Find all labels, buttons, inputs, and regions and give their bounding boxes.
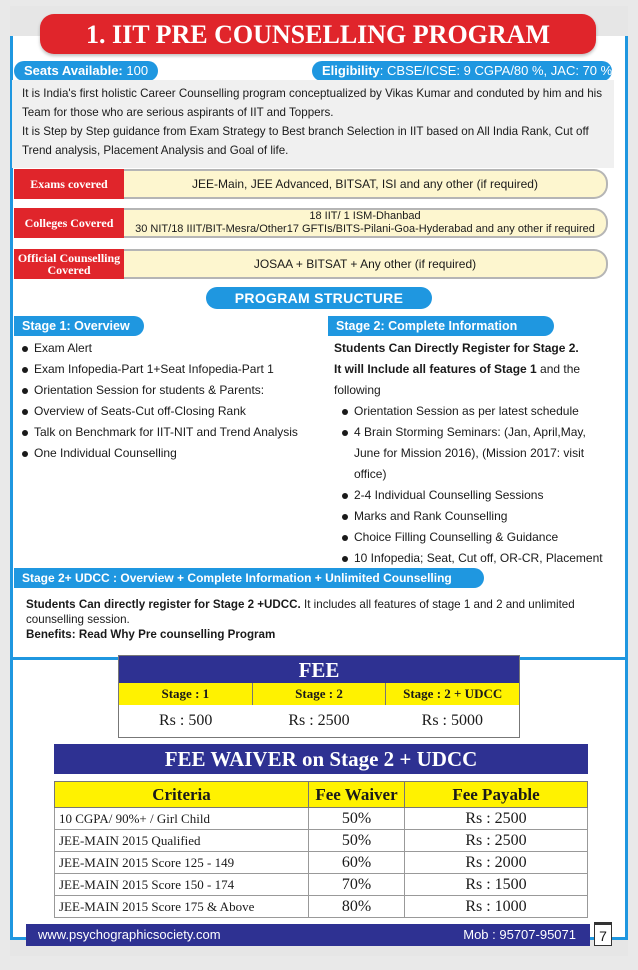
table-row — [55, 896, 588, 918]
table-row — [55, 808, 588, 830]
column-header-fee-waiver: Fee Waiver — [309, 782, 405, 808]
waiver-cell: 50% — [309, 830, 405, 852]
seats-label: Seats Available: — [24, 63, 123, 78]
udcc-register-rest: It includes all features of stage 1 and 2 and unlimited counselling session. — [26, 598, 575, 626]
payable-cell: Rs : 2500 — [405, 830, 588, 852]
fee-title: FEE — [119, 656, 519, 683]
info-row-exams — [14, 169, 606, 199]
table-row — [55, 852, 588, 874]
stage2-include-rest: and the following — [334, 362, 581, 397]
page-number: 7 — [594, 922, 612, 946]
column-header-fee-payable: Fee Payable — [405, 782, 588, 808]
stage1-panel — [14, 336, 306, 462]
fee-value-1: Rs : 500 — [158, 712, 213, 729]
list-item: Choice Filling Counselling & Guidance — [338, 527, 604, 548]
eligibility-badge — [312, 61, 612, 81]
waiver-cell: 50% — [309, 808, 405, 830]
eligibility-label: Eligibility — [322, 63, 380, 78]
table-header-row — [55, 782, 588, 808]
list-item: Orientation Session for students & Parents: — [18, 380, 302, 401]
list-item: One Individual Counselling — [18, 443, 302, 464]
fee-waiver-table — [54, 781, 588, 918]
fee-stage-2: Stage : 2 — [253, 683, 387, 705]
fee-waiver-title: FEE WAIVER on Stage 2 + UDCC — [54, 744, 588, 774]
fee-stage-row — [119, 683, 519, 705]
page-title: 1. IIT PRE COUNSELLING PROGRAM — [40, 14, 596, 54]
eligibility-value: : CBSE/ICSE: 9 CGPA/80 %, JAC: 70 % — [379, 63, 613, 78]
criteria-cell: JEE-MAIN 2015 Score 150 - 174 — [55, 874, 309, 896]
list-item: 2-4 Individual Counselling Sessions — [338, 485, 604, 506]
list-item: Exam Infopedia-Part 1+Seat Infopedia-Part 1 — [18, 359, 302, 380]
waiver-cell: 80% — [309, 896, 405, 918]
seats-available-badge — [14, 61, 158, 81]
criteria-cell: 10 CGPA/ 90%+ / Girl Child — [55, 808, 309, 830]
list-item: 10 Infopedia; Seat, Cut off, OR-CR, Placement — [338, 548, 604, 569]
info-label-exams: Exams covered — [14, 169, 124, 199]
list-item: Orientation Session as per latest schedule — [338, 401, 604, 422]
udcc-benefits: Benefits: Read Why Pre counselling Program — [26, 628, 276, 641]
info-label-colleges: Colleges Covered — [14, 208, 124, 238]
mobile-number: Mob : 95707-95071 — [463, 927, 576, 942]
fee-stage-1: Stage : 1 — [119, 683, 253, 705]
info-value-counselling: JOSAA + BITSAT + Any other (if required) — [124, 249, 608, 279]
udcc-text — [26, 597, 606, 642]
list-item: Marks and Rank Counselling — [338, 506, 604, 527]
udcc-heading: Stage 2+ UDCC : Overview + Complete Information + Unlimited Counselling — [14, 568, 484, 588]
fee-table — [118, 655, 520, 738]
info-label-counselling — [14, 249, 124, 279]
payable-cell: Rs : 2500 — [405, 808, 588, 830]
counselling-label-line-2: Covered — [47, 263, 91, 277]
stage2-include-bold: It will Include all features of Stage 1 — [334, 362, 537, 376]
udcc-register-bold: Students Can directly register for Stage 2 +UDCC. — [26, 598, 301, 611]
seats-value: 100 — [126, 63, 149, 78]
list-item: Overview of Seats-Cut off-Closing Rank — [18, 401, 302, 422]
info-row-colleges — [14, 208, 606, 238]
list-item: Talk on Benchmark for IIT-NIT and Trend Analysis — [18, 422, 302, 443]
criteria-cell: JEE-MAIN 2015 Qualified — [55, 830, 309, 852]
list-item: 4 Brain Storming Seminars: (Jan, April,May, June for Mission 2016), (Mission 2017: visit office) — [338, 422, 604, 485]
stage1-heading: Stage 1: Overview — [14, 316, 144, 336]
table-row — [55, 830, 588, 852]
intro-paragraph-1: It is India's first holistic Career Counselling program conceptualized by Vikas Kumar and conduted by him and his Team for those who are serious aspirants of IIT and Toppers. — [22, 87, 603, 119]
fee-value-2: Rs : 2500 — [288, 712, 350, 729]
criteria-cell: JEE-MAIN 2015 Score 125 - 149 — [55, 852, 309, 874]
colleges-line-1: 18 IIT/ 1 ISM-Dhanbad — [309, 210, 421, 222]
fee-value-udcc: Rs : 5000 — [421, 712, 483, 729]
program-structure-heading: PROGRAM STRUCTURE — [206, 287, 432, 309]
info-value-colleges — [124, 208, 608, 238]
intro-paragraph-2: It is Step by Step guidance from Exam Strategy to Best branch Selection in IIT based on All India Rank, Cut off Trend analysis, Placement Analysis and Goal of life. — [22, 125, 589, 157]
criteria-cell: JEE-MAIN 2015 Score 175 & Above — [55, 896, 309, 918]
waiver-cell: 70% — [309, 874, 405, 896]
payable-cell: Rs : 1000 — [405, 896, 588, 918]
stage2-intro — [334, 338, 604, 401]
colleges-line-2: 30 NIT/18 IIIT/BIT-Mesra/Other17 GFTIs/BITS-Pilani-Goa-Hyderabad and any other if required — [135, 223, 595, 235]
info-row-counselling — [14, 249, 606, 279]
intro-text — [22, 84, 612, 160]
counselling-label-line-1: Official Counselling — [17, 251, 121, 265]
stage2-register-line: Students Can Directly Register for Stage 2. — [334, 341, 579, 355]
website-link[interactable]: www.psychographicsociety.com — [38, 927, 221, 942]
stage2-list — [334, 401, 604, 569]
list-item: Exam Alert — [18, 338, 302, 359]
stage2-heading: Stage 2: Complete Information — [328, 316, 554, 336]
info-value-exams: JEE-Main, JEE Advanced, BITSAT, ISI and any other (if required) — [124, 169, 608, 199]
stage2-panel — [328, 336, 610, 565]
column-header-criteria: Criteria — [55, 782, 309, 808]
table-row — [55, 874, 588, 896]
waiver-cell: 60% — [309, 852, 405, 874]
fee-value-row — [119, 705, 519, 737]
stage1-list — [18, 338, 302, 464]
payable-cell: Rs : 2000 — [405, 852, 588, 874]
footer-bar — [26, 924, 590, 946]
fee-stage-udcc: Stage : 2 + UDCC — [403, 686, 503, 701]
payable-cell: Rs : 1500 — [405, 874, 588, 896]
